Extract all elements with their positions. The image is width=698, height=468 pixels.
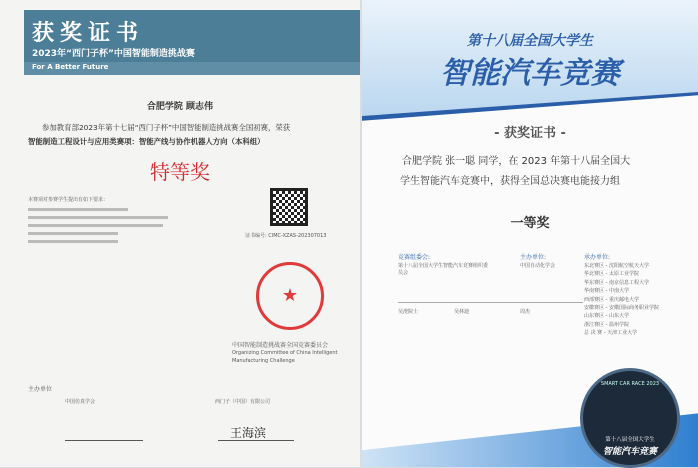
organizers-label: 主办单位 [28, 386, 53, 393]
organizer-1: 中国仿真学会 [65, 399, 96, 405]
undertaker-item: 安徽赛区 - 安徽国际商务职业学院 [584, 305, 659, 312]
signer-2: 吴林迪 [454, 309, 470, 315]
signer-1: 吴澄院士 [398, 309, 419, 315]
committee-english-2: Manufacturing Challenge [232, 358, 295, 364]
signature-line [398, 302, 583, 303]
committee-name: 中国智能制造挑战赛全国竞赛委员会 [232, 342, 329, 349]
qr-code [270, 188, 308, 226]
undertaker-label: 承办单位: [584, 254, 611, 261]
committee-english-1: Organizing Committee of China Intelligent [232, 350, 338, 356]
body-line-1: 合肥学院 张一聪 同学，在 2023 年第十八届全国大 [402, 156, 631, 167]
abilities-intro: 本赛项对参赛学生提出有如下要求： [28, 197, 109, 203]
host-name: 中国自动化学会 [520, 263, 556, 269]
seal-star-icon: ★ [281, 285, 299, 306]
undertaker-item: 东北赛区 - 沈阳航空航天大学 [584, 263, 649, 269]
undertaker-item: 浙江赛区 - 温州学院 [584, 321, 629, 328]
body-line-2: 学生智能汽车竞赛中，获得全国总决赛电能接力组 [400, 176, 620, 187]
banner-line-2: 智能汽车竞赛 [440, 56, 620, 91]
award-level: 一等奖 [510, 216, 550, 231]
certificate-title: - 获奖证书 - [494, 126, 566, 141]
smart-car-race-badge [580, 368, 680, 468]
abilities-list [28, 208, 168, 243]
signature-2: 王海滨 [230, 426, 267, 440]
undertaker-list [584, 262, 659, 338]
organizer-2: 西门子（中国）有限公司 [215, 399, 271, 405]
slogan-strip [24, 62, 360, 75]
cert-number: 证书编号: CIMC-XZAS-202307013 [245, 233, 327, 239]
red-seal [256, 262, 324, 330]
signature-line-1 [65, 440, 143, 441]
badge-top-text: SMART CAR RACE 2023 [600, 381, 660, 387]
undertaker-item: 西部赛区 - 重庆邮电大学 [584, 296, 639, 303]
right-certificate [362, 0, 698, 467]
award-level: 特等奖 [150, 160, 210, 184]
badge-line-2: 智能汽车竞赛 [602, 447, 657, 457]
badge-line-1: 第十八届全国大学生 [605, 437, 655, 443]
slogan: For A Better Future [32, 63, 109, 71]
recipient: 合肥学院 顾志伟 [146, 102, 214, 112]
certificate-title: 获奖证书 [32, 21, 145, 46]
host-label: 主办单位: [520, 254, 547, 261]
undertaker-item: 华南赛区 - 中南大学 [584, 288, 629, 295]
banner-line-1: 第十八届全国大学生 [467, 33, 593, 49]
certificate-header [24, 10, 360, 62]
committee-label: 竞赛组委会: [398, 254, 431, 261]
competition-name: 2023年“西门子杯”中国智能制造挑战赛 [32, 49, 195, 59]
signer-3: 周杰 [520, 309, 531, 315]
body-line-2: 智能制造工程设计与应用类赛项：智能产线与协作机器人方向（本科组） [28, 137, 265, 146]
undertaker-item: 山东赛区 - 山东大学 [584, 313, 629, 320]
undertaker-item: 总 决 赛 - 天津工业大学 [584, 330, 638, 337]
committee-name: 第十八届全国大学生智能汽车竞赛组织委员会 [398, 263, 489, 276]
body-line-1: 参加教育部2023年第十七届“西门子杯”中国智能制造挑战赛全国初赛，荣获 [42, 123, 291, 132]
undertaker-item: 华东赛区 - 南京信息工程大学 [584, 279, 649, 286]
undertaker-item: 华北赛区 - 太原工业学院 [584, 271, 639, 278]
